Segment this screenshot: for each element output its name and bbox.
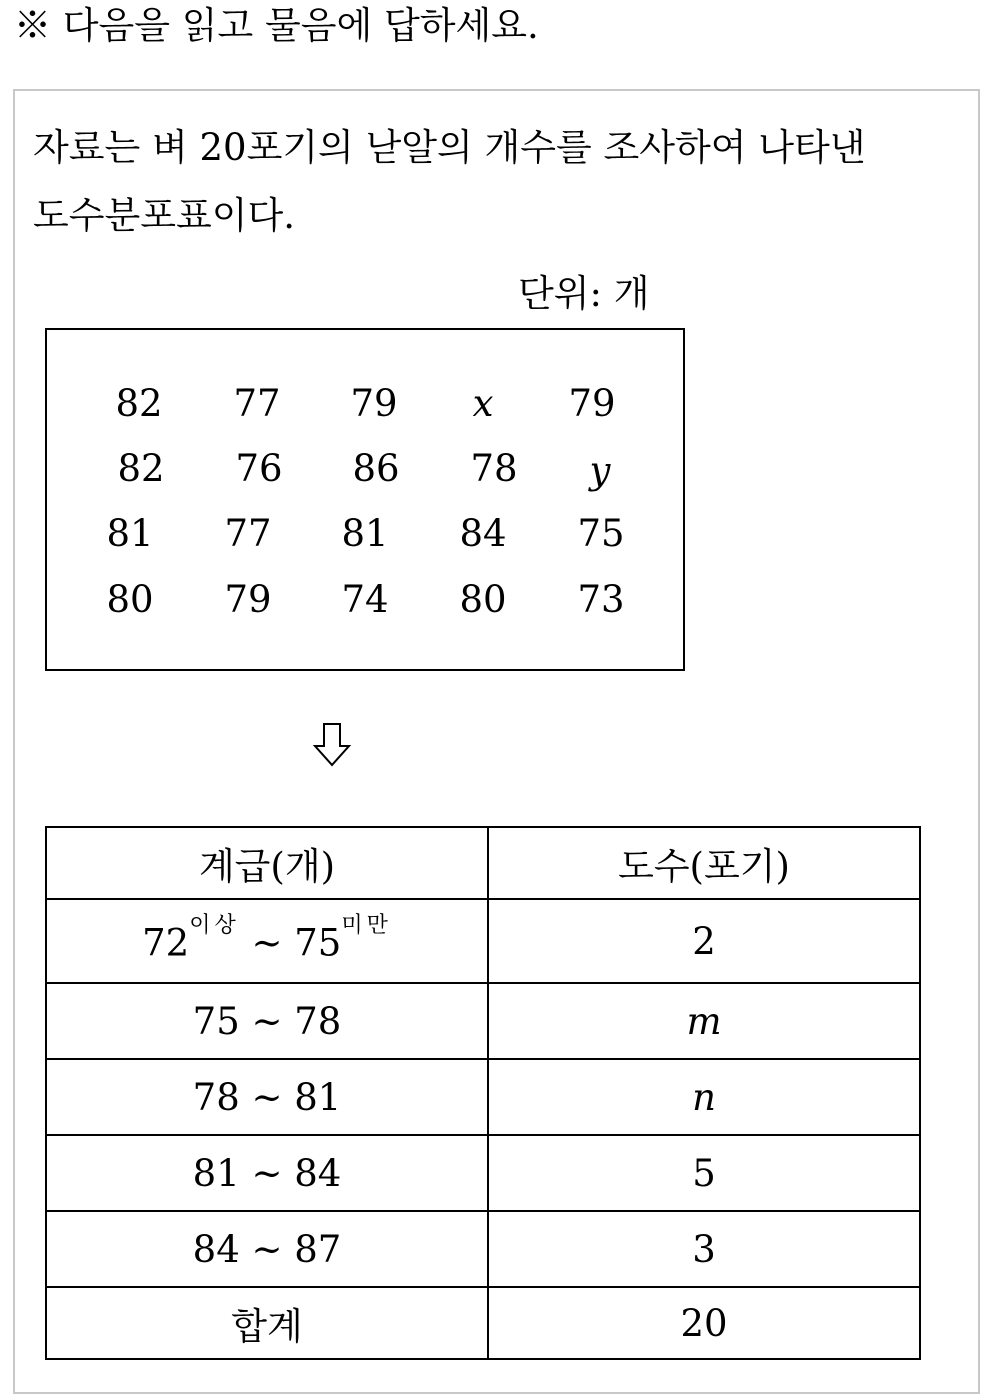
description <box>33 114 866 250</box>
raw-data-box <box>45 328 685 671</box>
frequency-cell: 5 <box>488 1135 920 1211</box>
data-cell: 79 <box>224 578 272 621</box>
data-cell: 77 <box>233 382 281 425</box>
total-value: 20 <box>488 1287 920 1359</box>
data-cell: 81 <box>106 512 154 555</box>
frequency-cell-variable-m: m <box>488 983 920 1059</box>
data-cell: 80 <box>106 578 154 621</box>
instruction-text: ※ 다음을 읽고 물음에 답하세요. <box>14 4 539 47</box>
table-header-row <box>46 827 920 899</box>
class-range-cell: 81 ~ 84 <box>46 1135 488 1211</box>
table-row <box>46 1059 920 1135</box>
table-row <box>46 899 920 983</box>
data-cell: 79 <box>350 382 398 425</box>
table-row <box>46 1135 920 1211</box>
down-arrow-icon <box>312 722 352 768</box>
frequency-table <box>45 826 921 1360</box>
frequency-cell: 3 <box>488 1211 920 1287</box>
description-line-1: 자료는 벼 20포기의 낟알의 개수를 조사하여 나타낸 <box>33 126 866 169</box>
table-row <box>46 1211 920 1287</box>
class-range-cell <box>46 899 488 983</box>
class-range-cell: 78 ~ 81 <box>46 1059 488 1135</box>
data-cell: 79 <box>568 382 616 425</box>
table-row <box>46 983 920 1059</box>
data-cell-variable-y: y <box>589 449 611 492</box>
unit-label: 단위: 개 <box>518 272 650 315</box>
data-cell: 78 <box>470 447 518 490</box>
tilde: ~ <box>251 921 283 965</box>
header-frequency: 도수(포기) <box>488 827 920 899</box>
lower-suffix: 이상 <box>189 912 240 938</box>
data-cell: 76 <box>235 447 283 490</box>
class-upper: 75 <box>294 921 342 965</box>
frequency-cell-variable-n: n <box>488 1059 920 1135</box>
data-cell: 84 <box>459 512 507 555</box>
data-cell: 86 <box>352 447 400 490</box>
data-cell: 74 <box>341 578 389 621</box>
data-cell: 77 <box>224 512 272 555</box>
data-cell: 80 <box>459 578 507 621</box>
description-line-2: 도수분포표이다. <box>33 194 295 237</box>
table-total-row <box>46 1287 920 1359</box>
data-cell: 82 <box>117 447 165 490</box>
frequency-cell: 2 <box>488 899 920 983</box>
data-cell: 81 <box>341 512 389 555</box>
class-range-cell: 84 ~ 87 <box>46 1211 488 1287</box>
data-cell: 75 <box>577 512 625 555</box>
header-class: 계급(개) <box>46 827 488 899</box>
upper-suffix: 미만 <box>341 912 392 938</box>
class-range-cell: 75 ~ 78 <box>46 983 488 1059</box>
data-cell: 82 <box>115 382 163 425</box>
total-label: 합계 <box>46 1287 488 1359</box>
data-cell-variable-x: x <box>472 382 494 425</box>
class-lower: 72 <box>142 921 190 965</box>
data-cell: 73 <box>577 578 625 621</box>
